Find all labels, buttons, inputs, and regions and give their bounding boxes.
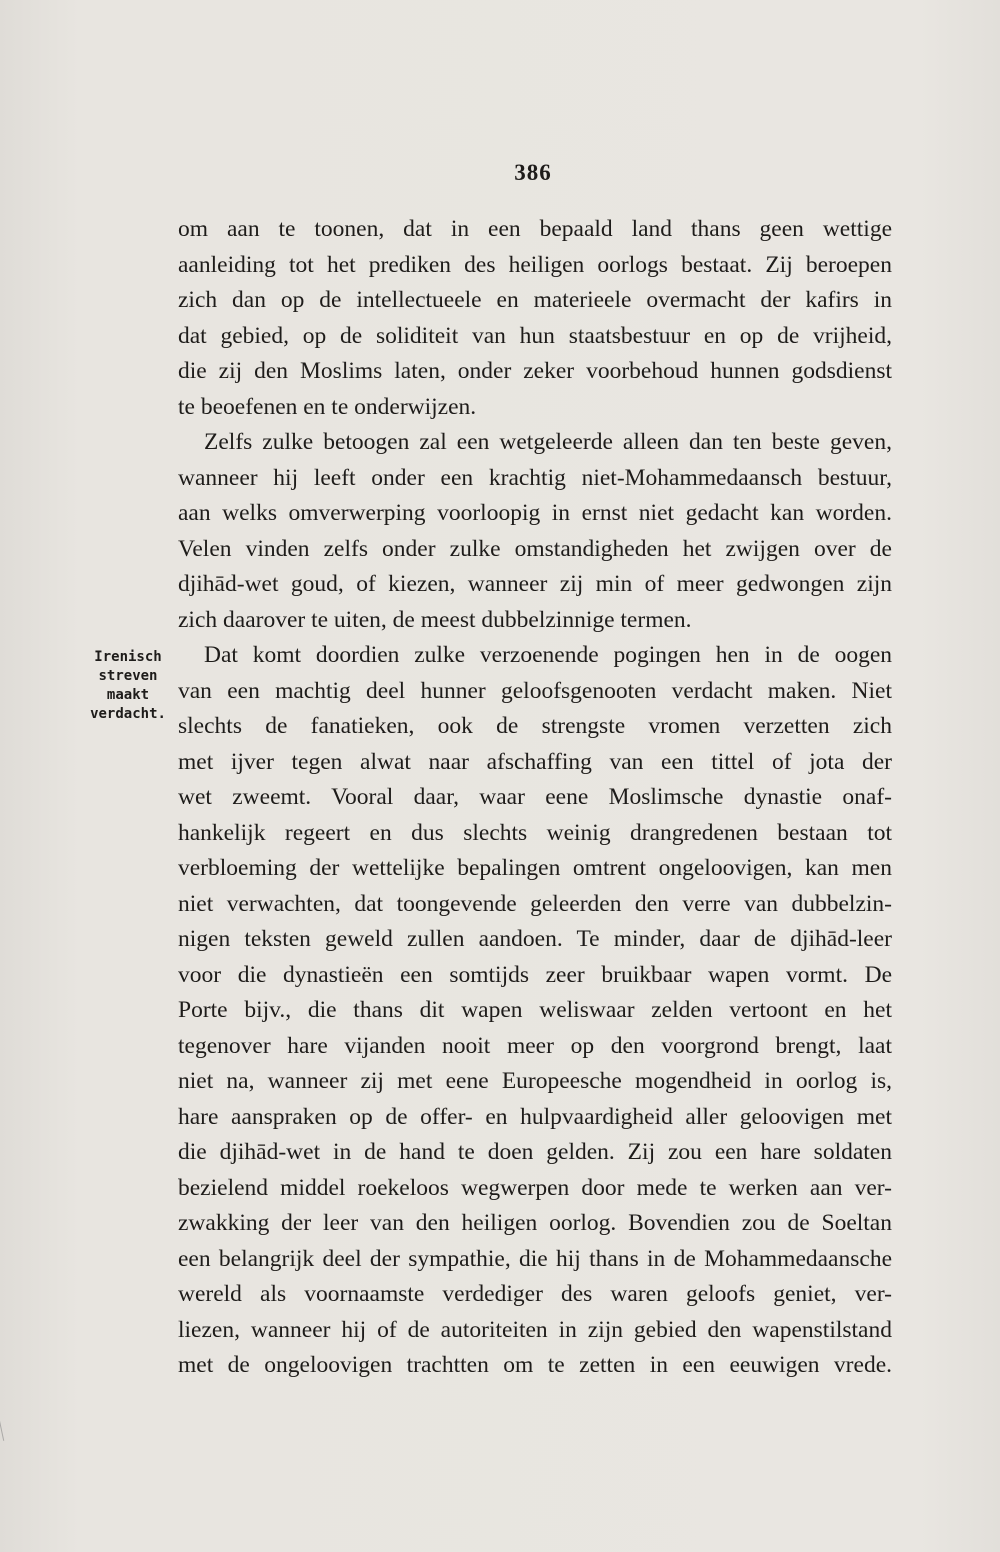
text-line: verbloeming der wettelijke bepalingen omtrent ongeloovigen, kan men <box>178 855 892 881</box>
body-text <box>178 212 892 1384</box>
page-number: 386 <box>514 160 552 185</box>
text-line: wereld als voornaamste verdediger des waren geloofs geniet, ver- <box>178 1281 892 1307</box>
text-line: bezielend middel roekeloos wegwerpen door mede te werken aan ver- <box>178 1174 892 1201</box>
text-line: te beoefenen en te onderwijzen. <box>178 393 477 420</box>
text-line: die djihād-wet in de hand te doen gelden. Zij zou een hare soldaten <box>178 1139 892 1165</box>
text-line: Zelfs zulke betoogen zal een wetgeleerde alleen dan ten beste geven, <box>204 429 892 455</box>
margin-note-line: Irenisch <box>94 649 162 665</box>
margin-note <box>78 648 178 724</box>
text-line: aanleiding tot het prediken des heiligen oorlogs bestaat. Zij beroepen <box>178 251 892 278</box>
text-line: wet zweemt. Vooral daar, waar eene Moslimsche dynastie onaf- <box>178 784 892 810</box>
text-line: hare aanspraken op de offer- en hulpvaardigheid aller geloovigen met <box>178 1103 892 1130</box>
text-line: om aan te toonen, dat in een bepaald land thans geen wettige <box>178 216 892 242</box>
page-edge-mark <box>0 1409 14 1441</box>
text-line: zich dan op de intellectueele en materieele overmacht der kafirs in <box>178 287 892 313</box>
text-line: aan welks omverwerping voorloopig in ernst niet gedacht kan worden. <box>178 500 892 526</box>
text-line: voor die dynastieën een somtijds zeer bruikbaar wapen vormt. De <box>178 961 892 988</box>
text-line: van een machtig deel hunner geloofsgenooten verdacht maken. Niet <box>178 677 892 704</box>
text-line: wanneer hij leeft onder een krachtig niet-Mohammedaansch bestuur, <box>178 464 892 491</box>
text-line: nigen teksten geweld zullen aandoen. Te minder, daar de djihād-leer <box>178 926 892 952</box>
text-line: een belangrijk deel der sympathie, die hij thans in de Mohammedaansche <box>178 1245 892 1272</box>
text-line: Porte bijv., die thans dit wapen weliswaar zelden vertoont en het <box>178 997 892 1023</box>
margin-note-line: maakt <box>106 687 150 703</box>
text-line: zich daarover te uiten, de meest dubbelzinnige termen. <box>178 606 692 633</box>
text-line: djihād-wet goud, of kiezen, wanneer zij min of meer gedwongen zijn <box>178 571 892 597</box>
text-line: slechts de fanatieken, ook de strengste vromen verzetten zich <box>178 713 892 739</box>
text-line: niet na, wanneer zij met eene Europeesche mogendheid in oorlog is, <box>178 1068 892 1094</box>
text-line: tegenover hare vijanden nooit meer op den voorgrond brengt, laat <box>178 1032 892 1059</box>
text-line: Velen vinden zelfs onder zulke omstandigheden het zwijgen over de <box>178 535 892 562</box>
margin-note-line: streven <box>98 668 158 684</box>
text-line: zwakking der leer van den heiligen oorlog. Bovendien zou de Soeltan <box>178 1210 892 1236</box>
text-line: die zij den Moslims laten, onder zeker voorbehoud hunnen godsdienst <box>178 358 892 384</box>
text-line: dat gebied, op de soliditeit van hun staatsbestuur en op de vrijheid, <box>178 322 892 349</box>
margin-note-line: verdacht. <box>90 706 166 722</box>
text-line: Dat komt doordien zulke verzoenende pogingen hen in de oogen <box>204 642 892 668</box>
text-line: niet verwachten, dat toongevende geleerden den verre van dubbelzin- <box>178 890 892 917</box>
text-line: hankelijk regeert en dus slechts weinig drangredenen bestaan tot <box>178 819 892 846</box>
text-line: liezen, wanneer hij of de autoriteiten in zijn gebied den wapenstilstand <box>178 1316 892 1343</box>
text-line: met ijver tegen alwat naar afschaffing van een tittel of jota der <box>178 748 892 775</box>
text-line: met de ongeloovigen trachtten om te zetten in een eeuwigen vrede. <box>178 1352 892 1378</box>
